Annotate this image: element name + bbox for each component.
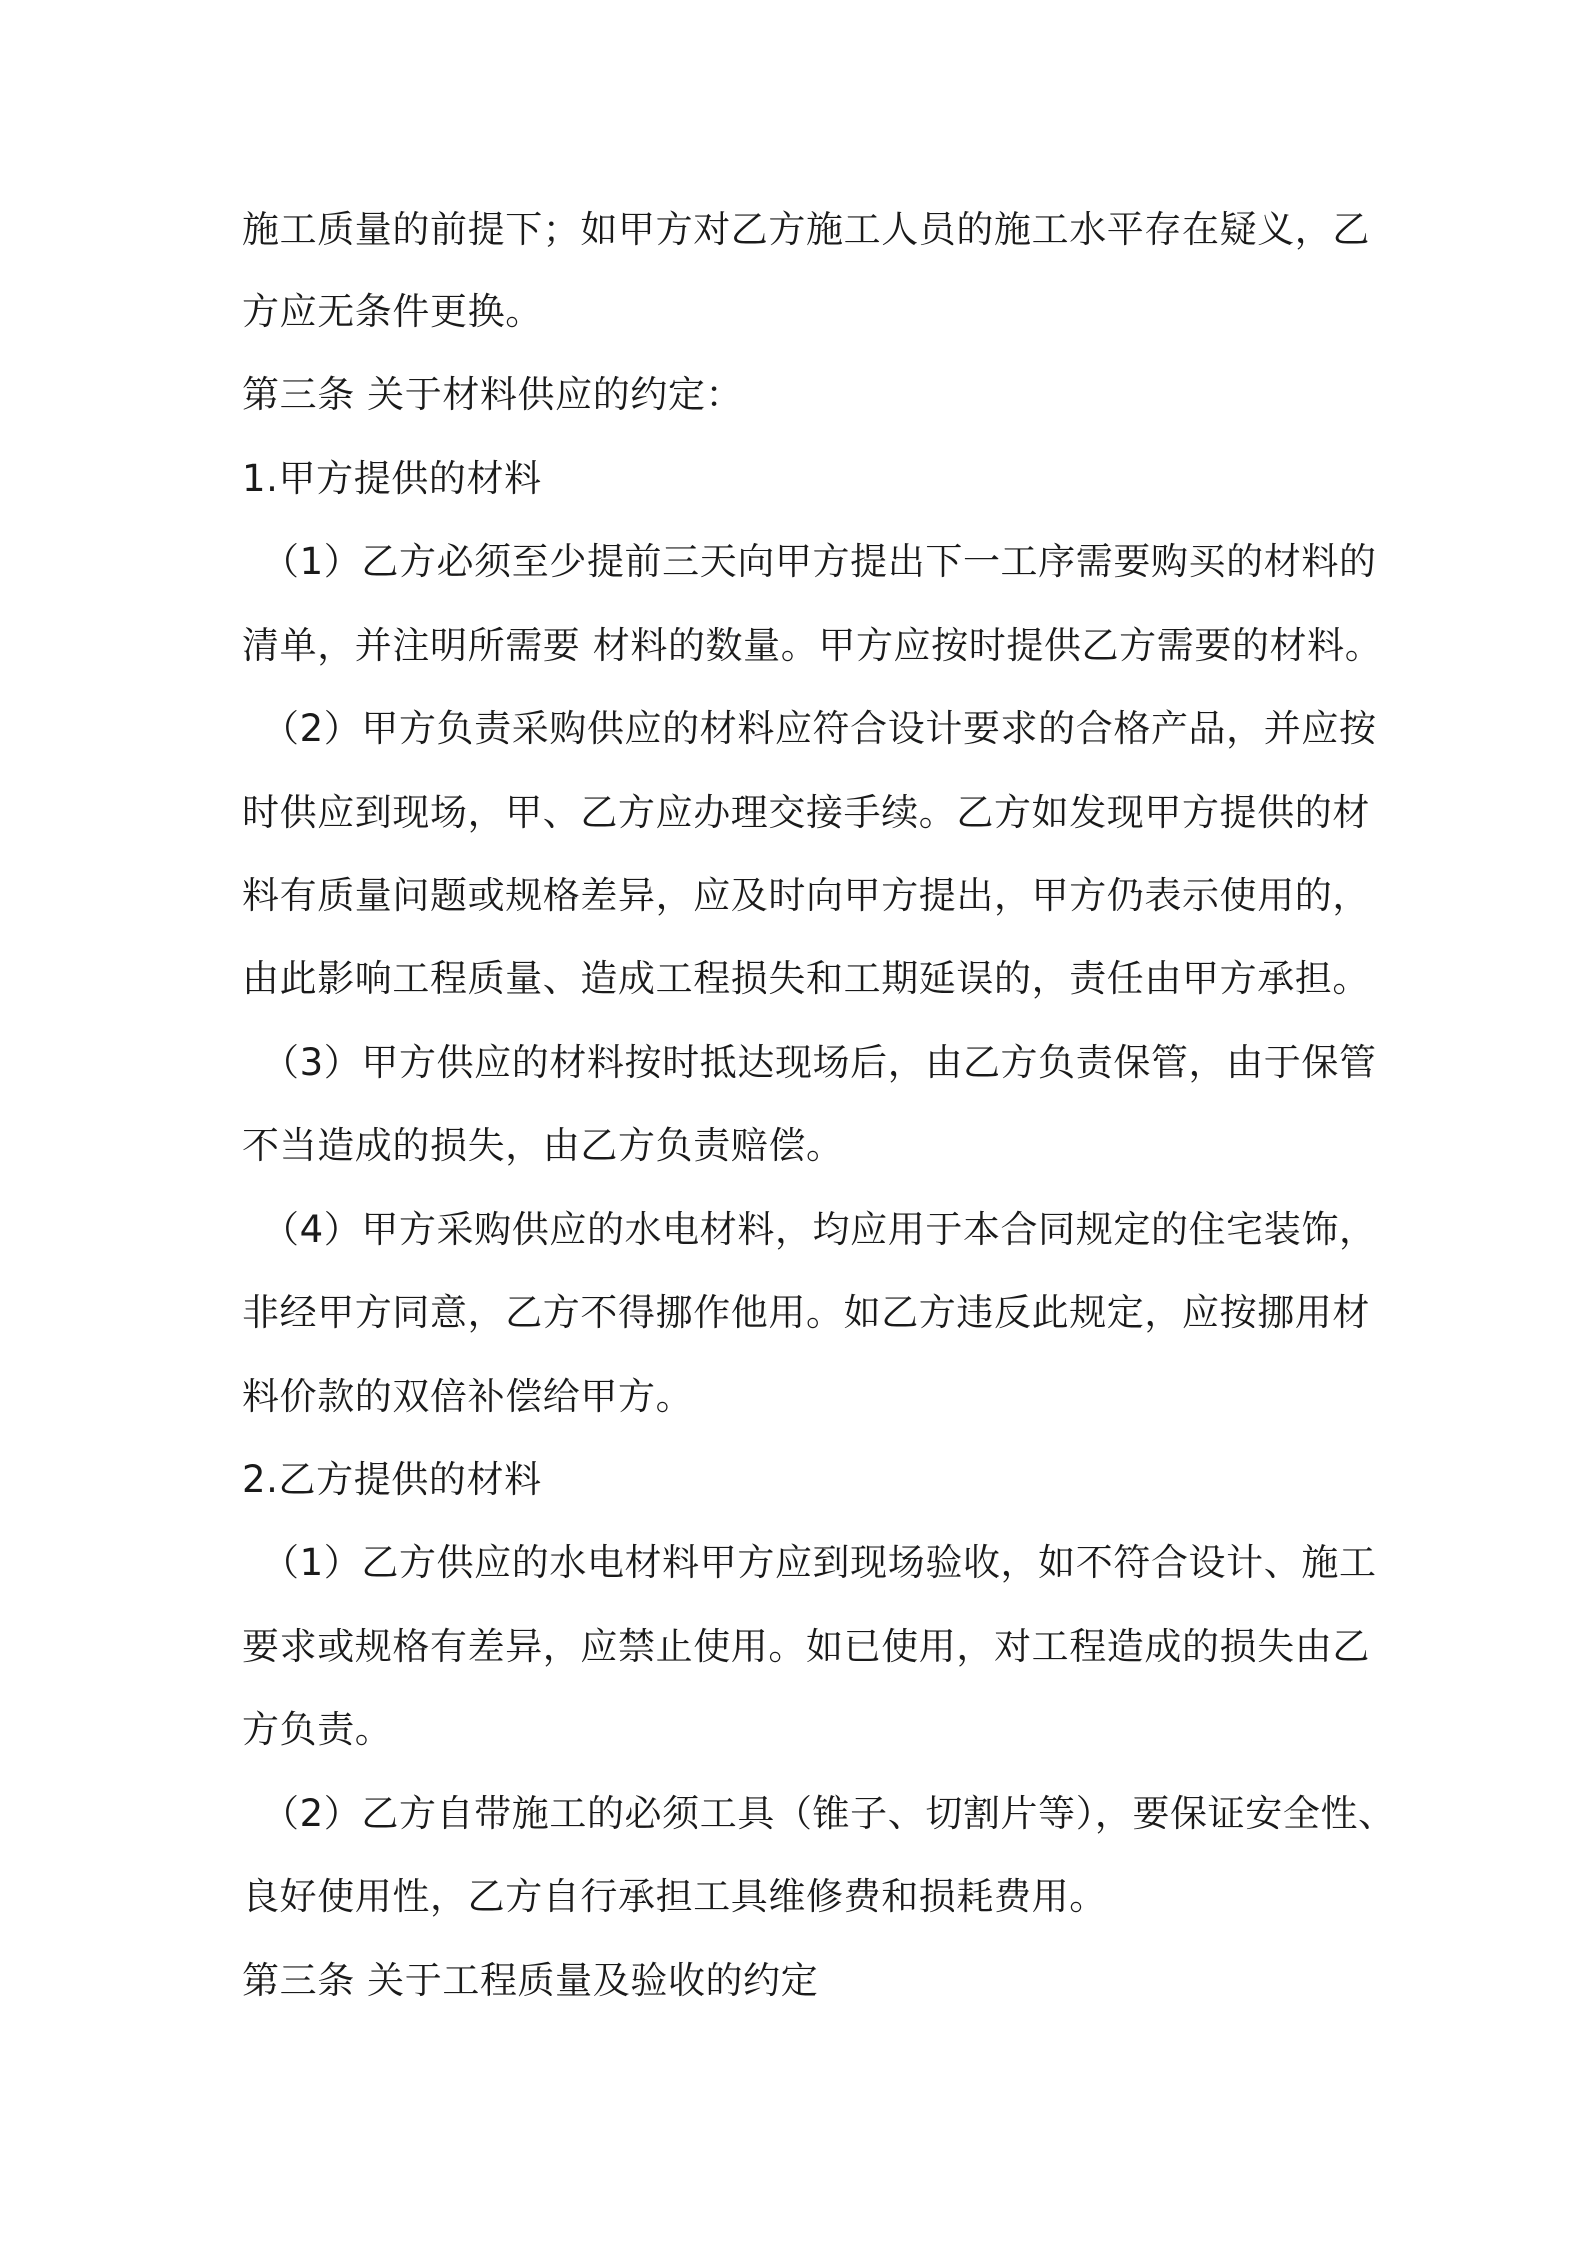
text-line: 清单，并注明所需要 材料的数量。甲方应按时提供乙方需要的材料。 <box>242 624 1383 667</box>
text-line: （1）乙方供应的水电材料甲方应到现场验收，如不符合设计、施工 <box>262 1541 1377 1584</box>
text-line: 方应无条件更换。 <box>242 290 543 333</box>
text-line: （4）甲方采购供应的水电材料，均应用于本合同规定的住宅装饰， <box>262 1208 1377 1251</box>
text-line: 非经甲方同意，乙方不得挪作他用。如乙方违反此规定，应按挪用材 <box>242 1291 1370 1334</box>
text-line: 施工质量的前提下；如甲方对乙方施工人员的施工水平存在疑义，乙 <box>242 208 1370 251</box>
text-line: 方负责。 <box>242 1708 393 1751</box>
text-line: 料有质量问题或规格差异，应及时向甲方提出，甲方仍表示使用的， <box>242 874 1370 917</box>
text-line: （3）甲方供应的材料按时抵达现场后，由乙方负责保管，由于保管 <box>262 1041 1377 1084</box>
text-line: 由此影响工程质量、造成工程损失和工期延误的，责任由甲方承担。 <box>242 957 1370 1000</box>
text-line: 料价款的双倍补偿给甲方。 <box>242 1375 694 1418</box>
subsection-heading: 1.甲方提供的材料 <box>242 457 542 500</box>
section-heading: 第三条 关于工程质量及验收的约定 <box>242 1959 819 2002</box>
text-line: （2）甲方负责采购供应的材料应符合设计要求的合格产品，并应按 <box>262 707 1377 750</box>
text-line: 时供应到现场，甲、乙方应办理交接手续。乙方如发现甲方提供的材 <box>242 791 1370 834</box>
subsection-heading: 2.乙方提供的材料 <box>242 1458 542 1501</box>
section-heading: 第三条 关于材料供应的约定： <box>242 373 744 416</box>
text-line: （1）乙方必须至少提前三天向甲方提出下一工序需要购买的材料的 <box>262 540 1377 583</box>
text-line: 要求或规格有差异，应禁止使用。如已使用，对工程造成的损失由乙 <box>242 1625 1370 1668</box>
text-line: 良好使用性，乙方自行承担工具维修费和损耗费用。 <box>242 1875 1107 1918</box>
text-line: （2）乙方自带施工的必须工具（锥子、切割片等），要保证安全性、 <box>262 1792 1396 1835</box>
text-line: 不当造成的损失，由乙方负责赔偿。 <box>242 1124 844 1167</box>
